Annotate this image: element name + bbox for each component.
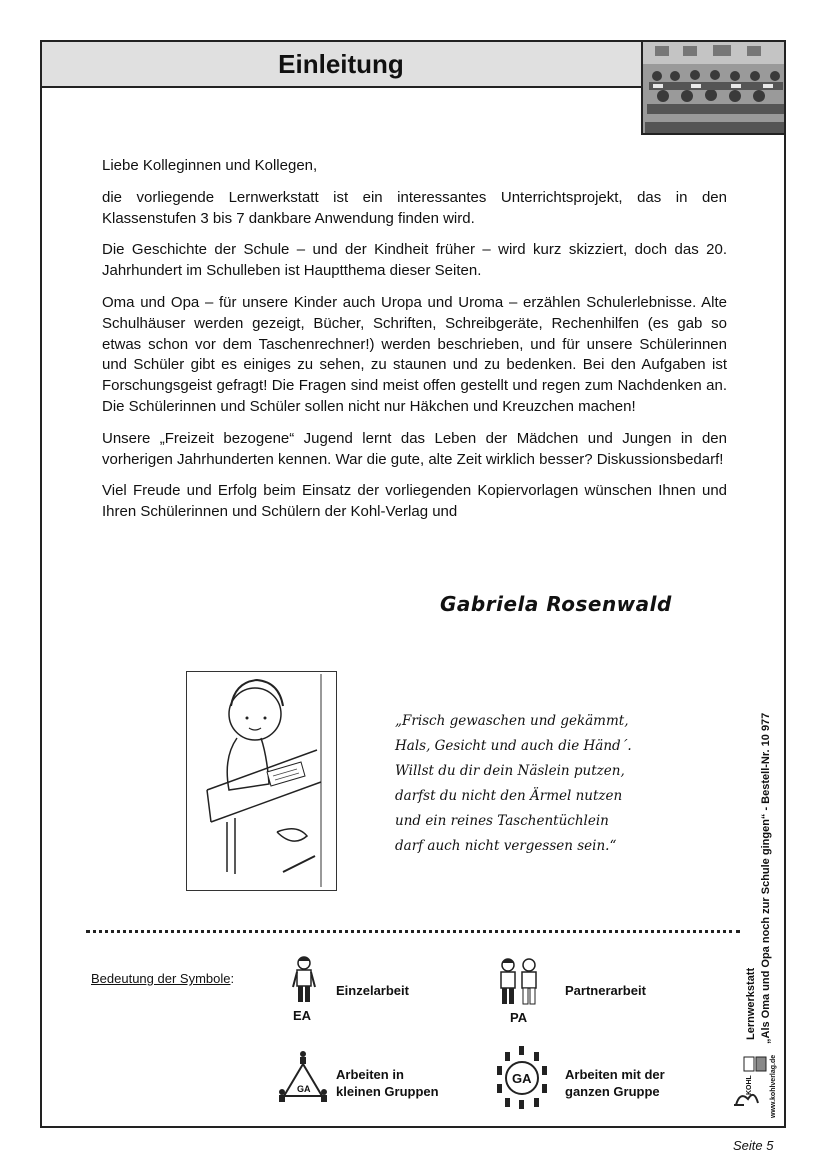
single-person-icon: [290, 955, 318, 1012]
legend-text: Einzelarbeit: [336, 983, 409, 998]
small-group-icon: [278, 1050, 328, 1113]
legend-text: Partnerarbeit: [565, 983, 646, 998]
paragraph: die vorliegende Lernwerkstatt ist ein interessantes Unterrichtsprojekt, das in den Klassenstufen 3 bis 7 dankbare Anwendung finden wird.: [102, 188, 727, 227]
author-signature: Gabriela Rosenwald: [440, 592, 672, 616]
legend-code: GA: [297, 1084, 311, 1094]
child-writing-illustration: [186, 671, 337, 891]
legend-code: EA: [293, 1008, 312, 1023]
page-number: Seite 5: [733, 1138, 774, 1153]
poem-line: Willst du dir dein Näslein putzen,: [395, 763, 625, 779]
legend-code: GA: [512, 1071, 532, 1086]
sidebar-title: Lernwerkstatt: [745, 967, 757, 1040]
poem-line: darf auch nicht vergessen sein.“: [395, 838, 617, 854]
legend-code: PA: [510, 1010, 528, 1025]
page-title: Einleitung: [278, 49, 404, 79]
legend-heading: Bedeutung der Symbole:: [91, 971, 235, 986]
sidebar-product: „Als Oma und Opa noch zur Schule gingen“ - Bestell-Nr. 10 977: [760, 712, 772, 1044]
poem: [395, 709, 632, 859]
paragraph: Unsere „Freizeit bezogene“ Jugend lernt das Leben der Mädchen und Jungen in den vorherigen Jahrhunderten kennen. War die gute, alte Zeit wirklich besser? Diskussionsbedarf!: [102, 429, 727, 468]
legend-text: Arbeiten in kleinen Gruppen: [336, 1067, 439, 1099]
paragraph: Oma und Opa – für unsere Kinder auch Uropa und Uroma – erzählen Schulerlebnisse. Alte Schulhäuser werden gezeigt, Bücher, Schriften, Schreibgeräte, Rechenhilfen (es gab so etwas schon vor dem Taschenrechner!) werden beschrieben, und für unsere Schülerinnen und Schüler gibt es einiges zu sehen, zu staunen und zu bedenken. Bei den Aufgaben ist Forschungsgeist gefragt! Die Fragen sind meist offen gestellt und regen zum Nachdenken an. Die Schülerinnen und Schüler sollen nicht nur Häkchen und Kreuzchen machen!: [102, 293, 727, 415]
dotted-divider: [86, 930, 740, 933]
poem-line: Hals, Gesicht und auch die Händ´.: [395, 738, 632, 754]
poem-line: „Frisch gewaschen und gekämmt,: [395, 713, 629, 729]
greeting: Liebe Kolleginnen und Kollegen,: [102, 157, 318, 174]
poem-line: darfst du nicht den Ärmel nutzen: [395, 788, 623, 804]
paragraph: Die Geschichte der Schule – und der Kindheit früher – wird kurz skizziert, doch das 20. Jahrhundert im Schulleben ist Hauptthema dieser Seiten.: [102, 241, 727, 280]
legend-text: Arbeiten mit der ganzen Gruppe: [565, 1067, 665, 1099]
publisher-url[interactable]: www.kohlverlag.de: [770, 1054, 777, 1118]
poem-line: und ein reines Taschentüchlein: [395, 813, 609, 829]
two-persons-icon: [497, 957, 541, 1014]
classroom-photo: [641, 40, 786, 135]
intro-text: [102, 156, 727, 534]
paragraph: Viel Freude und Erfolg beim Einsatz der vorliegenden Kopiervorlagen wünschen Ihnen und Ihren Schülerinnen und Schülern der Kohl-Verlag und: [102, 482, 727, 521]
logo-text: KOHL: [746, 1075, 753, 1095]
